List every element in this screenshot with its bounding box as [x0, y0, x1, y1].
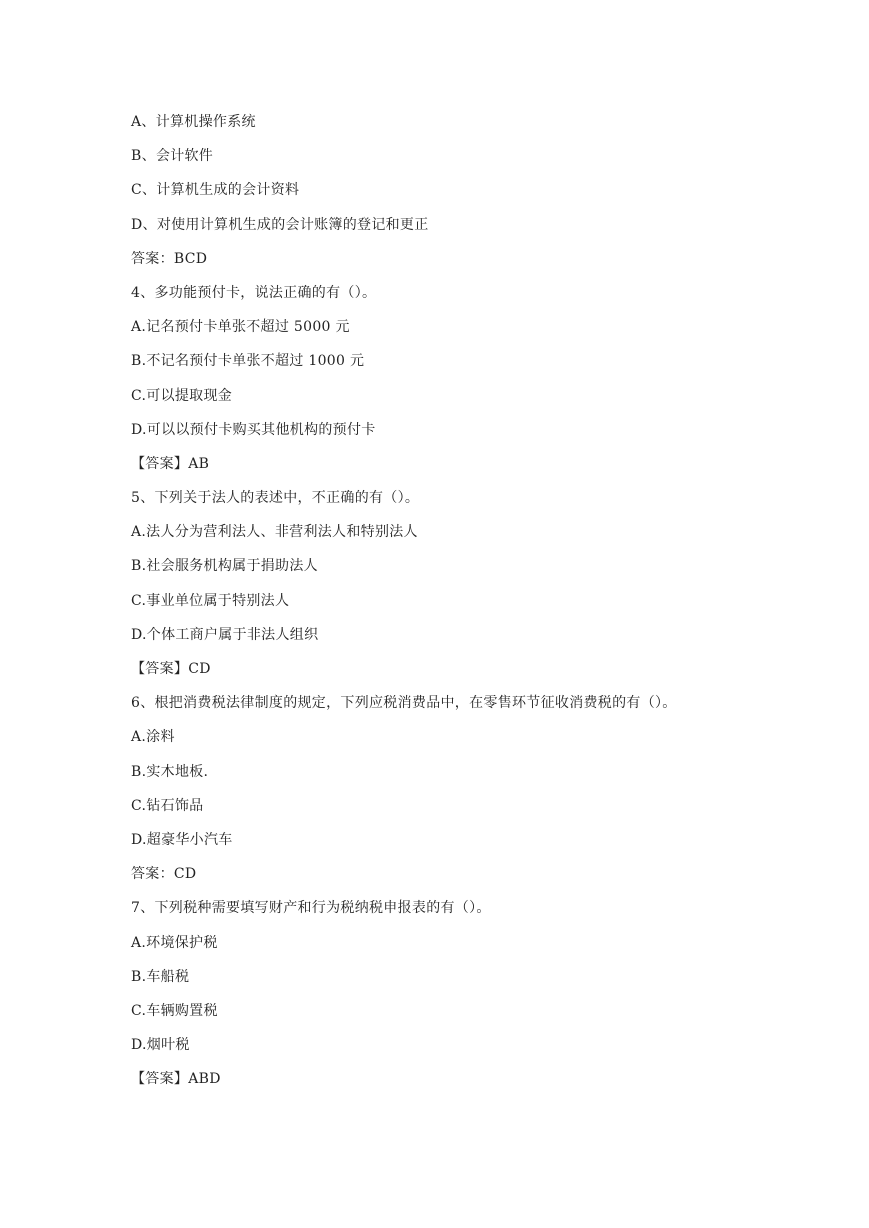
- option-line: C、计算机生成的会计资料: [131, 182, 300, 199]
- question-line: 6、根把消费税法律制度的规定，下列应税消费品中，在零售环节征收消费税的有（）。: [131, 695, 677, 712]
- question-line: 4、多功能预付卡，说法正确的有（）。: [131, 284, 377, 301]
- question-line: 5、下列关于法人的表述中，不正确的有（）。: [131, 490, 420, 507]
- answer-line: 【答案】AB: [131, 455, 210, 472]
- option-line: A、计算机操作系统: [131, 114, 256, 130]
- option-line: B.车船税: [131, 968, 190, 985]
- option-line: C.事业单位属于特别法人: [131, 592, 290, 609]
- option-line: D.超豪华小汽车: [131, 831, 233, 848]
- option-line: B.社会服务机构属于捐助法人: [131, 558, 318, 575]
- answer-line: 答案：CD: [131, 866, 197, 883]
- option-line: D.烟叶税: [131, 1037, 190, 1054]
- option-line: A.记名预付卡单张不超过 5000 元: [131, 319, 350, 336]
- option-line: C.车辆购置税: [131, 1002, 218, 1019]
- option-line: B、会计软件: [131, 148, 214, 165]
- answer-line: 答案：BCD: [131, 250, 208, 267]
- document-content: [131, 111, 831, 1102]
- option-line: D、对使用计算机生成的会计账簿的登记和更正: [131, 216, 429, 233]
- question-line: 7、下列税种需要填写财产和行为税纳税申报表的有（）。: [131, 900, 491, 917]
- option-line: C.钻石饰品: [131, 797, 204, 814]
- option-line: A.涂料: [131, 729, 175, 746]
- option-line: D.个体工商户属于非法人组织: [131, 626, 319, 643]
- answer-line: 【答案】CD: [131, 661, 211, 677]
- option-line: A.环境保护税: [131, 934, 218, 951]
- option-line: A.法人分为营利法人、非营利法人和特别法人: [131, 524, 418, 541]
- option-line: C.可以提取现金: [131, 387, 233, 404]
- option-line: B.实木地板.: [131, 763, 209, 780]
- answer-line: 【答案】ABD: [131, 1071, 221, 1088]
- option-line: B.不记名预付卡单张不超过 1000 元: [131, 353, 365, 370]
- option-line: D.可以以预付卡购买其他机构的预付卡: [131, 421, 376, 438]
